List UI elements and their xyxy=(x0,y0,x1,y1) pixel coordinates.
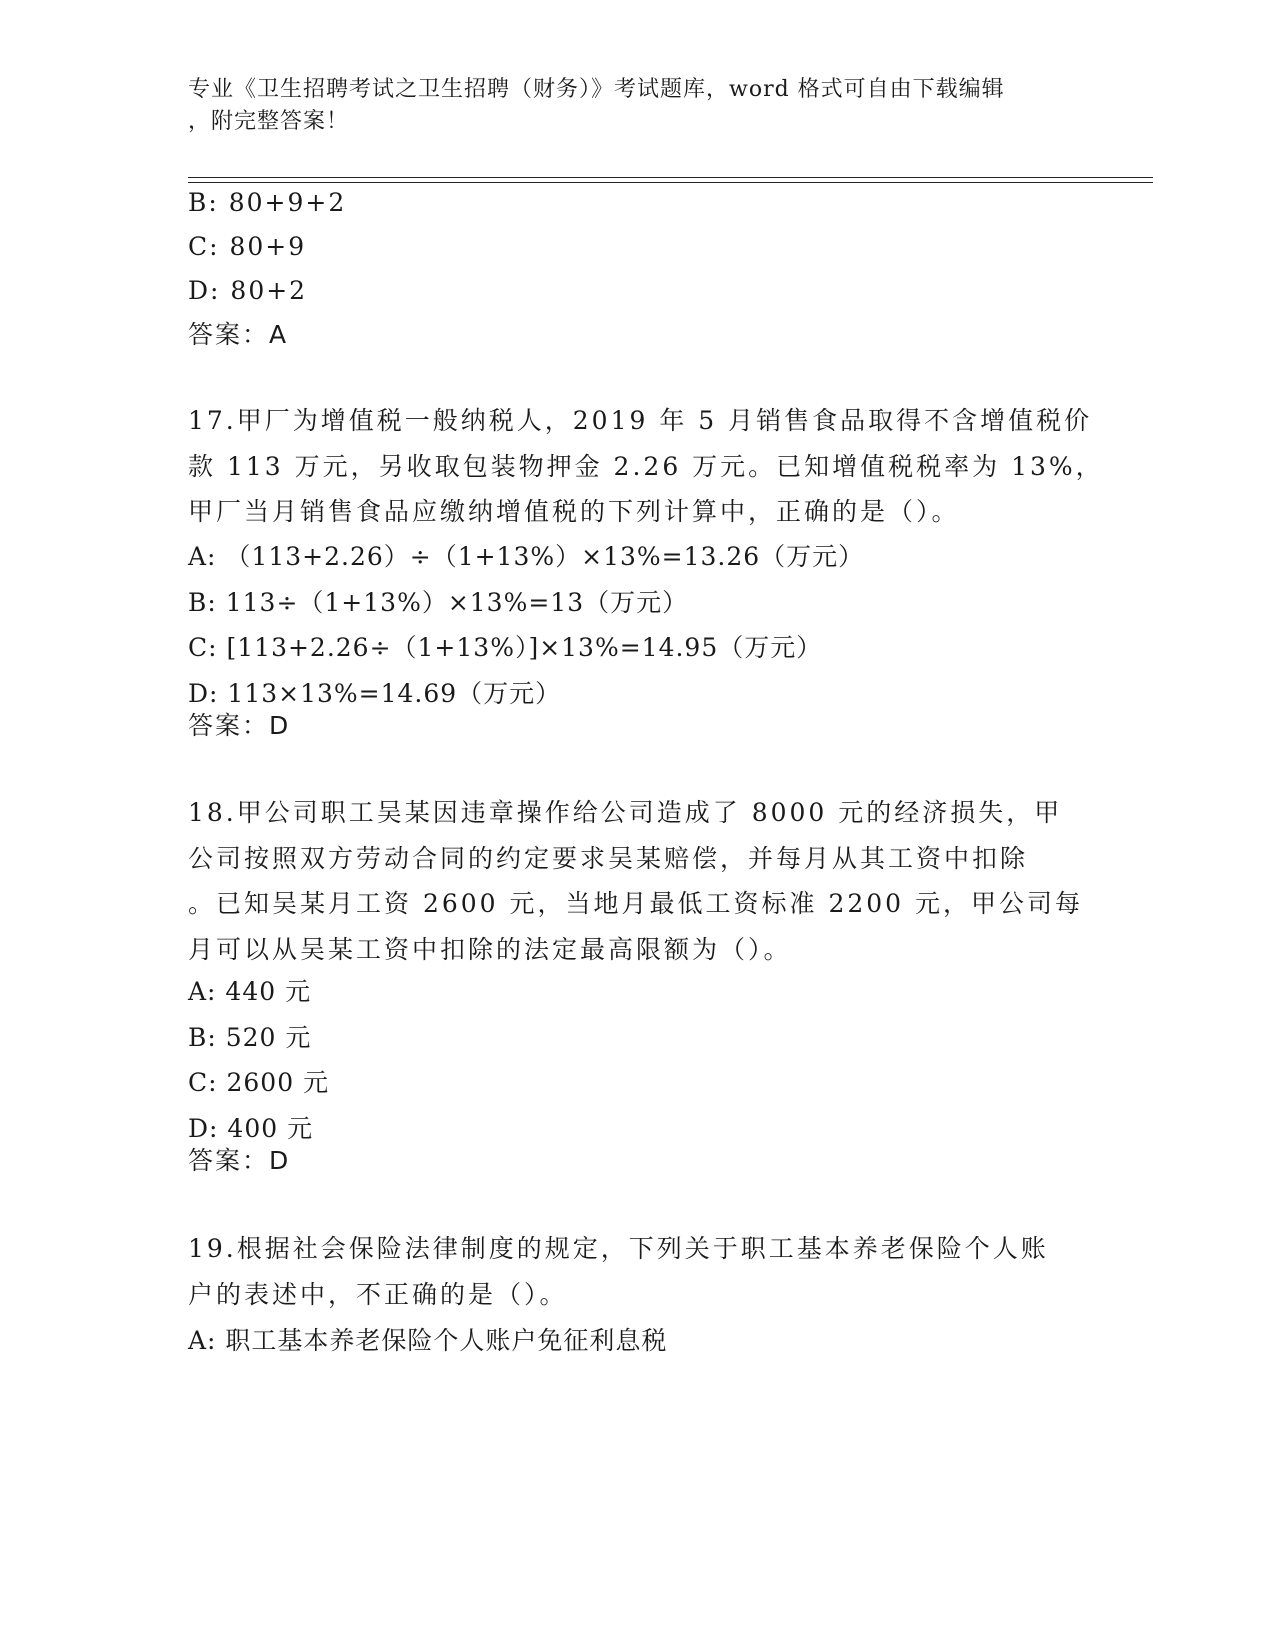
header-line-2: ，附完整答案！ xyxy=(188,109,350,134)
q18-options xyxy=(188,969,1088,1151)
q19-stem xyxy=(188,1226,1088,1317)
q16-option-b: B: 80+9+2 xyxy=(188,188,347,217)
q17-options xyxy=(188,534,1088,716)
document-header xyxy=(188,74,1088,138)
q18-stem-line: 。已知吴某月工资 2600 元，当地月最低工资标准 2200 元，甲公司每 xyxy=(188,889,1084,918)
header-rule-top xyxy=(188,177,1153,178)
q16-option-d: D: 80+2 xyxy=(188,276,308,305)
q18-stem xyxy=(188,790,1088,972)
q17-stem-line: 款 113 万元，另收取包装物押金 2.26 万元。已知增值税税率为 13%， xyxy=(188,451,1104,481)
q18-option-d: D: 400 元 xyxy=(188,1113,314,1143)
q18-option-c: C: 2600 元 xyxy=(188,1068,330,1097)
q19-option-a: A: 职工基本养老保险个人账户免征利息税 xyxy=(188,1326,668,1355)
q17-answer: 答案：D xyxy=(188,711,291,740)
q17-stem-line: 17.甲厂为增值税一般纳税人，2019 年 5 月销售食品取得不含增值税价 xyxy=(188,406,1093,435)
q17-option-c: C: [113+2.26÷（1+13%）]×13%=14.95（万元） xyxy=(188,633,823,662)
q16-answer: 答案：A xyxy=(188,320,289,349)
q18-stem-line: 18.甲公司职工吴某因违章操作给公司造成了 8000 元的经济损失，甲 xyxy=(188,798,1063,827)
q18-option-b: B: 520 元 xyxy=(188,1022,312,1052)
q19-options xyxy=(188,1318,1088,1364)
q16-option-c: C: 80+9 xyxy=(188,232,307,261)
q17-option-b: B: 113÷（1+13%）×13%=13（万元） xyxy=(188,587,689,617)
header-rule-bottom xyxy=(188,182,1153,183)
q17-stem xyxy=(188,398,1104,535)
q18-option-a: A: 440 元 xyxy=(188,977,312,1006)
q17-option-d: D: 113×13%=14.69（万元） xyxy=(188,678,562,708)
q17-stem-line: 甲厂当月销售食品应缴纳增值税的下列计算中，正确的是（）。 xyxy=(188,497,960,526)
q17-option-a: A: （113+2.26）÷（1+13%）×13%=13.26（万元） xyxy=(188,542,865,571)
q18-stem-line: 公司按照双方劳动合同的约定要求吴某赔偿，并每月从其工资中扣除 xyxy=(188,843,1029,873)
header-line-1: 专业《卫生招聘考试之卫生招聘（财务）》考试题库，word 格式可自由下载编辑 xyxy=(188,77,1005,102)
q18-answer: 答案：D xyxy=(188,1146,291,1175)
q18-stem-line: 月可以从吴某工资中扣除的法定最高限额为（）。 xyxy=(188,934,792,964)
q19-stem-line: 户的表述中，不正确的是（）。 xyxy=(188,1279,568,1309)
q19-stem-line: 19.根据社会保险法律制度的规定，下列关于职工基本养老保险个人账 xyxy=(188,1234,1049,1263)
